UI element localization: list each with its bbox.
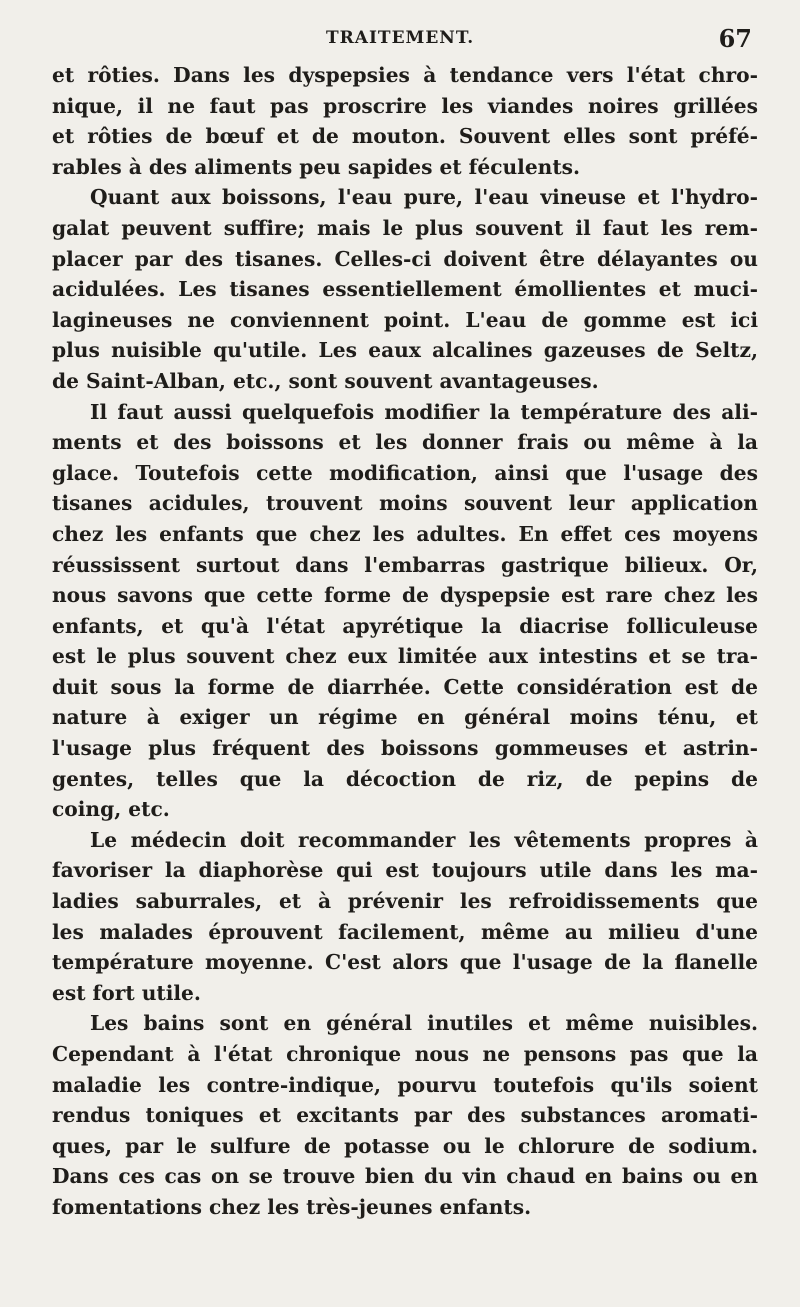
text-line: Les bains sont en général inutiles et même nuisibles. — [90, 1011, 758, 1036]
text-line: acidulées. Les tisanes essentiellement émollientes et muci- — [52, 277, 758, 302]
text-line: Dans ces cas on se trouve bien du vin chaud en bains ou en — [52, 1164, 758, 1189]
text-line: maladie les contre-indique, pourvu toutefois qu'ils soient — [52, 1072, 758, 1097]
text-line: Quant aux boissons, l'eau pure, l'eau vineuse et l'hydro- — [90, 185, 758, 210]
text-line: glace. Toutefois cette modification, ainsi que l'usage des — [52, 460, 758, 485]
text-line: galat peuvent suffire; mais le plus souvent il faut les rem- — [52, 215, 758, 240]
text-line: ladies saburrales, et à prévenir les refroidissements que — [52, 889, 758, 914]
page-number: 67 — [718, 24, 752, 53]
text-line: tisanes acidules, trouvent moins souvent leur application — [52, 491, 758, 516]
text-line: enfants, et qu'à l'état apyrétique la diacrise folliculeuse — [52, 613, 758, 638]
text-line: Cependant à l'état chronique nous ne pensons pas que la — [52, 1042, 758, 1066]
text-line: de Saint-Alban, etc., sont souvent avantageuses. — [52, 368, 599, 393]
text-line: et rôties de bœuf et de mouton. Souvent elles sont préfé- — [52, 124, 758, 149]
text-line: coing, etc. — [52, 797, 170, 822]
text-line: les malades éprouvent facilement, même au milieu d'une — [52, 919, 758, 944]
body-text — [52, 60, 758, 1223]
text-line: Le médecin doit recommander les vêtements propres à — [90, 827, 758, 852]
text-line: est fort utile. — [52, 980, 201, 1005]
text-line: duit sous la forme de diarrhée. Cette considération est de — [52, 674, 758, 699]
text-line: favoriser la diaphorèse qui est toujours utile dans les ma- — [52, 858, 758, 883]
text-line: ques, par le sulfure de potasse ou le chlorure de sodium. — [52, 1133, 758, 1158]
text-line: et rôties. Dans les dyspepsies à tendance vers l'état chro- — [52, 63, 758, 87]
text-line: ments et des boissons et les donner frais ou même à la — [52, 430, 758, 455]
text-line: est le plus souvent chez eux limitée aux intestins et se tra- — [52, 644, 758, 669]
text-line: Il faut aussi quelquefois modifier la température des ali- — [90, 399, 758, 424]
text-line: plus nuisible qu'utile. Les eaux alcalines gazeuses de Seltz, — [52, 338, 758, 363]
text-line: lagineuses ne conviennent point. L'eau de gomme est ici — [52, 307, 758, 332]
text-line: nous savons que cette forme de dyspepsie est rare chez les — [52, 583, 758, 608]
text-line: gentes, telles que la décoction de riz, de pepins de — [52, 766, 758, 791]
text-line: rendus toniques et excitants par des substances aromati- — [52, 1103, 758, 1128]
running-title: TRAITEMENT. — [326, 28, 475, 48]
text-line: placer par des tisanes. Celles-ci doivent être délayantes ou — [52, 246, 758, 271]
text-line: nature à exiger un régime en général moins ténu, et — [52, 705, 758, 730]
text-line: fomentations chez les très-jeunes enfants. — [52, 1194, 532, 1219]
running-head — [0, 24, 800, 58]
text-line: température moyenne. C'est alors que l'usage de la flanelle — [52, 950, 758, 975]
text-line: l'usage plus fréquent des boissons gommeuses et astrin- — [52, 736, 758, 761]
text-line: nique, il ne faut pas proscrire les viandes noires grillées — [52, 93, 758, 118]
text-line: réussissent surtout dans l'embarras gastrique bilieux. Or, — [52, 552, 758, 577]
text-line: rables à des aliments peu sapides et féculents. — [52, 154, 581, 179]
text-line: chez les enfants que chez les adultes. En effet ces moyens — [52, 521, 758, 546]
